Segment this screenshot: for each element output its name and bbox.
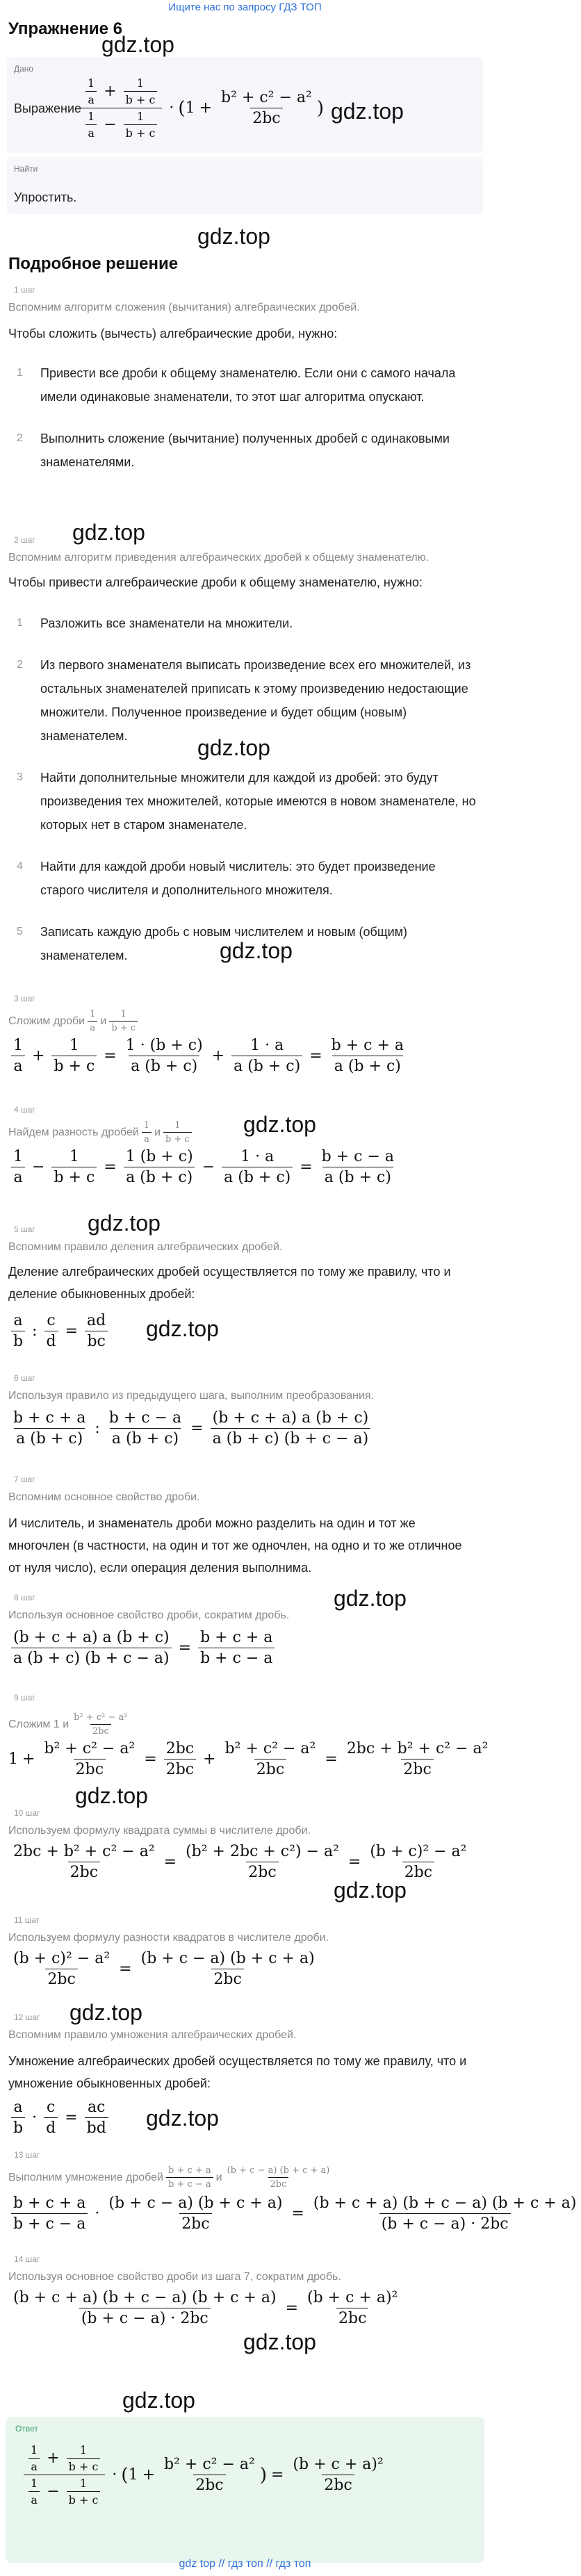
watermark: gdz.top xyxy=(146,1316,219,1341)
watermark: gdz.top xyxy=(75,1783,148,1808)
step-label: 4 шаг xyxy=(14,1105,35,1115)
step-hint: Найдем разность дробей $\frac{1}{a}$ и $\frac{1}{b + c}$ xyxy=(8,1120,195,1145)
step-text: Чтобы сложить (вычесть) алгебраические дроби, нужно: xyxy=(8,327,338,341)
step-label: 14 шаг xyxy=(14,2254,40,2264)
list-item: 5 Записать каждую дробь с новым числителем и новым (общим) знаменателем. xyxy=(17,925,408,962)
step8-formula: $\frac{(b + c + a) a (b + c)}{a (b + c) (b + c - a)}$ = $\frac{b + c + a}{b + c - a}$ xyxy=(8,1629,277,1667)
step-hint: Используем формулу квадрата суммы в числителе дроби. xyxy=(8,1825,311,1837)
list-item: 1 Разложить все знаменатели на множители. xyxy=(17,616,293,630)
list-item: 3 Найти дополнительные множители для каждой из дробей: это будут произведения тех множителей, которые имеются в новом знаменателе, но которых нет в старом знаменателе. xyxy=(17,771,476,832)
step-hint: Сложим дроби $\frac{1}{a}$ и $\frac{1}{b + c}$ xyxy=(8,1009,140,1033)
step-hint: Используя правило из предыдущего шага, выполним преобразования. xyxy=(8,1390,375,1402)
step-hint: Используя основное свойство дроби из шага 7, сократим дробь. xyxy=(8,2271,341,2283)
page-title: Упражнение 6 xyxy=(8,19,122,38)
step-label: 3 шаг xyxy=(14,994,35,1003)
step-label: 5 шаг xyxy=(14,1224,35,1234)
step6-formula: $\frac{b + c + a}{a (b + c)}$ : $\frac{b + c - a}{a (b + c)}$ = $\frac{(b + c + a) a (b + c)}{a (b + c) (b + c - a)}$ xyxy=(8,1409,373,1447)
step-hint: Вспомним основное свойство дроби. xyxy=(8,1491,200,1503)
watermark: gdz.top xyxy=(146,2106,219,2131)
answer-label: Ответ xyxy=(15,2424,38,2434)
step-label: 6 шаг xyxy=(14,1373,35,1383)
step-text: Чтобы привести алгебраические дроби к общему знаменателю, нужно: xyxy=(8,575,423,589)
step-text: Умножение алгебраических дробей осуществляется по тому же правилу, что и умножение обыкновенных дробей: xyxy=(8,2054,467,2090)
step-label: 7 шаг xyxy=(14,1475,35,1484)
watermark: gdz.top xyxy=(101,32,174,57)
step9-formula: 1 + $\frac{\text{b² + c² − a²}}{2bc}$ = $\frac{2bc}{2bc}$ + $\frac{\text{b² + c² − a²}}{2bc}$ = $\frac{\text{2bc + b² + c² − a²}}{2bc}$ xyxy=(8,1740,489,1778)
given-expression: $\frac{1}{a}$ + $\frac{1}{b + c}$ $\frac{1}{a}$ − $\frac{1}{b + c}$ · ( 1 + $\frac{\text{b² + c² − a²}}{2bc}$ ) xyxy=(78,76,324,140)
find-label: Найти xyxy=(14,164,38,174)
watermark: gdz.top xyxy=(220,938,293,963)
list-item: 2 Выполнить сложение (вычитание) полученных дробей с одинаковыми знаменателями. xyxy=(17,432,450,469)
step-text: Деление алгебраических дробей осуществляется по тому же правилу, что и деление обыкновенных дробей: xyxy=(8,1265,451,1301)
step-label: 13 шаг xyxy=(14,2150,40,2160)
list-item: 2 Из первого знаменателя выписать произведение всех его множителей, из остальных знаменателей приписать к этому произведению недостающие множители. Полученное произведение и будет общим (новым) знаменателем. xyxy=(17,658,471,743)
step11-formula: $\frac{\text{(b + c)² − a²}}{2bc}$ = $\frac{(b + c - a) (b + c + a)}{2bc}$ xyxy=(13,1950,315,1988)
step-label: 1 шаг xyxy=(14,285,35,295)
watermark: gdz.top xyxy=(334,1878,407,1903)
top-search-link[interactable]: Ищите нас по запросу ГДЗ ТОП xyxy=(168,1,322,13)
step-hint: Вспомним правило умножения алгебраических дробей. xyxy=(8,2029,297,2041)
step-hint: Вспомним алгоритм приведения алгебраических дробей к общему знаменателю. xyxy=(8,552,429,564)
watermark: gdz.top xyxy=(243,1112,316,1137)
watermark: gdz.top xyxy=(243,2329,316,2354)
watermark: gdz.top xyxy=(331,99,404,124)
watermark: gdz.top xyxy=(72,520,145,545)
step1-list xyxy=(8,361,481,492)
watermark: gdz.top xyxy=(88,1211,161,1236)
watermark: gdz.top xyxy=(197,735,270,760)
footer-links[interactable]: gdz top // гдз топ // гдз топ xyxy=(179,2558,311,2570)
step-hint: Сложим 1 и $\frac{\text{b² + c² − a²}}{2bc}$ xyxy=(8,1712,128,1737)
step-label: 8 шаг xyxy=(14,1593,35,1602)
list-item: 4 Найти для каждой дроби новый числитель: это будет произведение старого числителя и дополнительного множителя. xyxy=(17,860,436,897)
watermark: gdz.top xyxy=(197,224,270,249)
step-hint: Вспомним правило деления алгебраических дробей. xyxy=(8,1241,283,1253)
answer-formula: $\frac{1}{a}$ + $\frac{1}{b + c}$ $\frac{1}{a}$ − $\frac{1}{b + c}$ · ( 1 + $\frac{\text{b² + c² − a²}}{2bc}$ ) = $\frac{\text{(b + c + a)²}}{2bc}$ xyxy=(21,2443,388,2507)
step13-formula: $\frac{b + c + a}{b + c - a}$ · $\frac{(b + c - a) (b + c + a)}{2bc}$ = $\frac{(b + c + a) (b + c - a) (b + c + a)}{(b + c - a) \cdot 2bc}$ xyxy=(8,2194,581,2233)
list-item: 1 Привести все дроби к общему знаменателю. Если они с самого начала имели одинаковые знаменатели, то этот шаг алгоритма опускают. xyxy=(17,366,456,404)
find-text: Упростить. xyxy=(14,190,77,204)
step-label: 2 шаг xyxy=(14,535,35,545)
step-text: И числитель, и знаменатель дроби можно разделить на один и тот же многочлен (в частности, на один и тот же одночлен, на одно и то же отличное от нуля число), если операция деления выполнима. xyxy=(8,1516,462,1575)
watermark: gdz.top xyxy=(334,1586,407,1611)
step-label: 10 шаг xyxy=(14,1808,40,1818)
solution-title: Подробное решение xyxy=(8,254,179,273)
step-hint: Вспомним алгоритм сложения (вычитания) алгебраических дробей. xyxy=(8,302,360,313)
step10-formula: $\frac{\text{2bc + b² + c² − a²}}{2bc}$ = $\frac{\text{(b² + 2bc + c²) − a²}}{2bc}$ = $\frac{\text{(b + c)² − a²}}{2bc}$ xyxy=(13,1843,467,1881)
step2-list xyxy=(8,612,481,985)
step12-formula: $\frac{a}{b}$ · $\frac{c}{d}$ = $\frac{ac}{bd}$ xyxy=(8,2099,111,2137)
step-hint: Выполним умножение дробей $\frac{b + c + a}{b + c - a}$ и $\frac{(b + c - a) (b + c + a)}{2bc}$ xyxy=(8,2165,330,2190)
step4-formula: $\frac{1}{a}$ − $\frac{1}{b + c}$ = $\frac{1 (b + c)}{a (b + c)}$ − $\frac{1 \cdot a}{a (b + c)}$ = $\frac{b + c - a}{a (b + c)}$ xyxy=(8,1148,399,1186)
given-label: Дано xyxy=(14,64,34,74)
step5-formula: $\frac{a}{b}$ : $\frac{c}{d}$ = $\frac{ad}{bc}$ xyxy=(8,1312,111,1350)
watermark: gdz.top xyxy=(122,2388,195,2413)
step-hint: Используем формулу разности квадратов в числителе дроби. xyxy=(8,1932,329,1944)
find-box xyxy=(7,157,483,214)
given-prefix: Выражение xyxy=(14,101,82,115)
step-label: 11 шаг xyxy=(14,1915,40,1925)
step14-formula: $\frac{(b + c + a) (b + c - a) (b + c + a)}{(b + c - a) \cdot 2bc}$ = $\frac{\text{(b + c + a)²}}{2bc}$ xyxy=(13,2289,398,2327)
step-hint: Используя основное свойство дроби, сократим дробь. xyxy=(8,1609,290,1621)
step3-formula: $\frac{1}{a}$ + $\frac{1}{b + c}$ = $\frac{1 \cdot (b + c)}{a (b + c)}$ + $\frac{1 \cdot a}{a (b + c)}$ = $\frac{b + c + a}{a (b + c)}$ xyxy=(8,1037,409,1075)
step-label: 12 шаг xyxy=(14,2012,40,2022)
step-label: 9 шаг xyxy=(14,1693,35,1703)
watermark: gdz.top xyxy=(69,2000,142,2025)
